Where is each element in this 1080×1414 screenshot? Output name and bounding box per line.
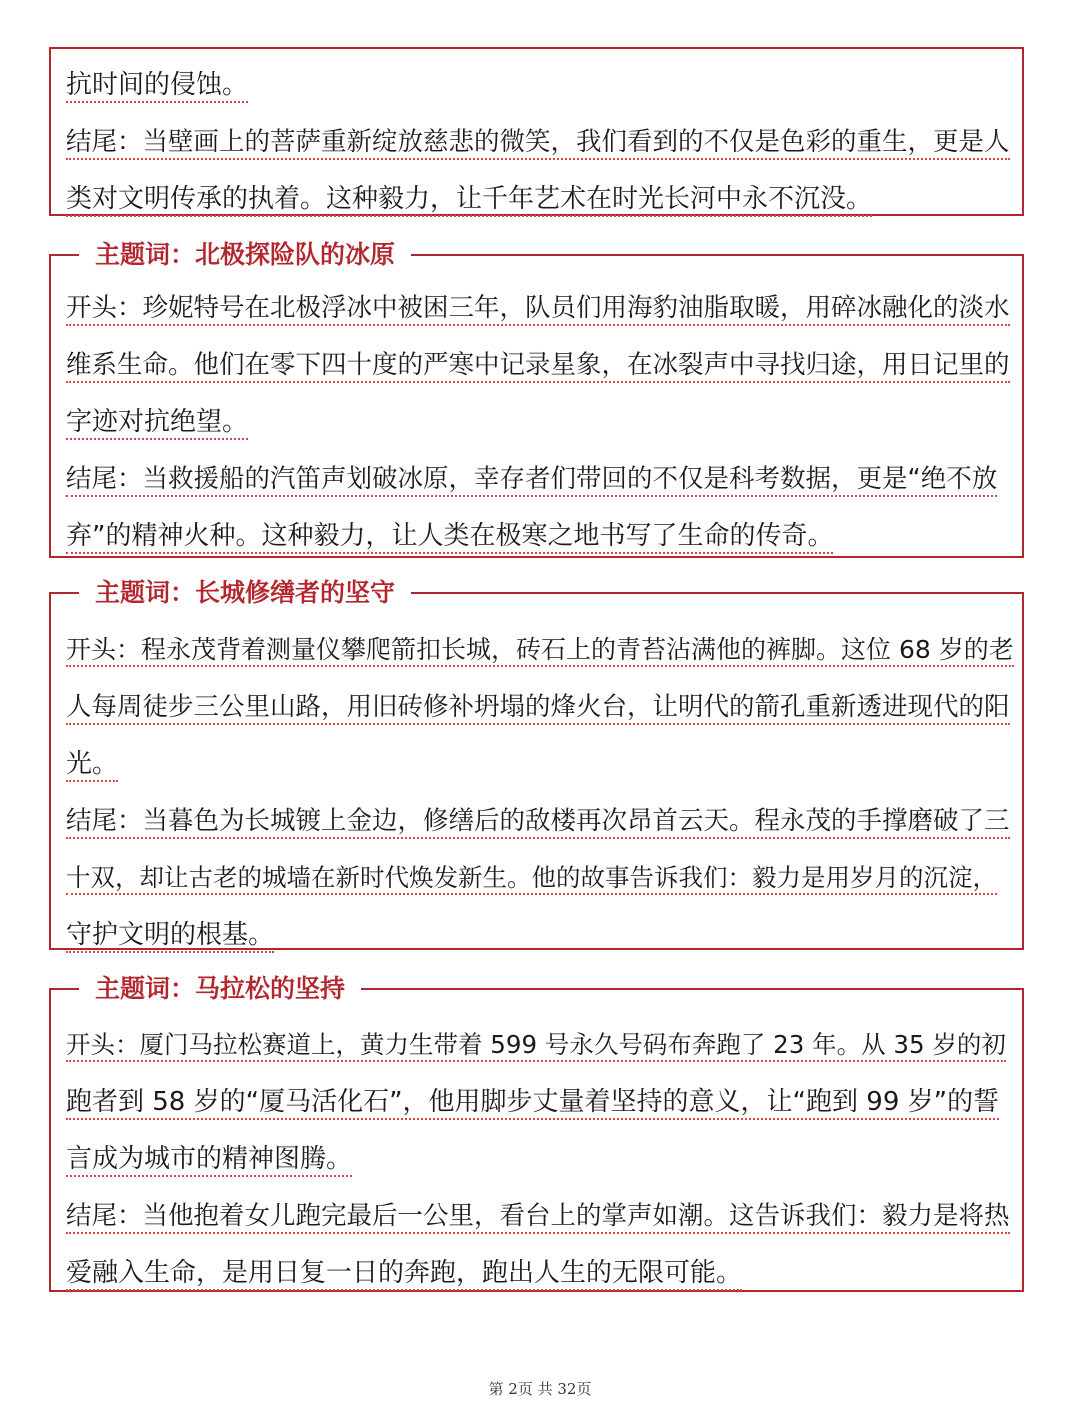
section-2-line-5: 守护文明的根基。 (66, 915, 1016, 955)
section-0-line-1: 结尾：当壁画上的菩萨重新绽放慈悲的微笑，我们看到的不仅是色彩的重生，更是人 (66, 122, 1016, 162)
section-3-line-3: 结尾：当他抱着女儿跑完最后一公里，看台上的掌声如潮。这告诉我们：毅力是将热 (66, 1196, 1016, 1236)
section-3-line-1: 跑者到 58 岁的“厦马活化石”，他用脚步丈量着坚持的意义，让“跑到 99 岁”的誓 (66, 1082, 1016, 1122)
section-2-lines (66, 630, 1016, 972)
section-box-1 (49, 240, 1024, 558)
section-3-line-0: 开头：厦门马拉松赛道上，黄力生带着 599 号永久号码布奔跑了 23 年。从 35 岁的初 (66, 1025, 1016, 1065)
section-1-line-0: 开头：珍妮特号在北极浮冰中被困三年，队员们用海豹油脂取暖，用碎冰融化的淡水 (66, 288, 1016, 328)
section-box-0 (49, 47, 1024, 216)
section-3-line-4: 爱融入生命，是用日复一日的奔跑，跑出人生的无限可能。 (66, 1253, 1016, 1293)
section-2-title: 主题词：长城修缮者的坚守 (79, 576, 411, 610)
section-1-title: 主题词：北极探险队的冰原 (79, 238, 411, 272)
section-3-line-2: 言成为城市的精神图腾。 (66, 1139, 1016, 1179)
section-2-line-4: 十双，却让古老的城墙在新时代焕发新生。他的故事告诉我们：毅力是用岁月的沉淀， (66, 858, 1016, 898)
section-3-title: 主题词：马拉松的坚持 (79, 972, 361, 1006)
page-number-footer: 第 2页 共 32页 (488, 1380, 592, 1398)
section-2-line-2: 光。 (66, 744, 1016, 784)
section-1-line-2: 字迹对抗绝望。 (66, 402, 1016, 442)
section-3-lines (66, 1025, 1016, 1310)
section-1-line-4: 弃”的精神火种。这种毅力，让人类在极寒之地书写了生命的传奇。 (66, 516, 1016, 556)
section-2-line-1: 人每周徒步三公里山路，用旧砖修补坍塌的烽火台，让明代的箭孔重新透进现代的阳 (66, 687, 1016, 727)
section-1-line-1: 维系生命。他们在零下四十度的严寒中记录星象，在冰裂声中寻找归途，用日记里的 (66, 345, 1016, 385)
section-0-line-2: 类对文明传承的执着。这种毅力，让千年艺术在时光长河中永不沉没。 (66, 179, 1016, 219)
section-2-line-0: 开头：程永茂背着测量仪攀爬箭扣长城，砖石上的青苔沾满他的裤脚。这位 68 岁的老 (66, 630, 1016, 670)
section-1-lines (66, 288, 1016, 573)
section-box-3 (49, 974, 1024, 1292)
section-box-2 (49, 578, 1024, 950)
section-2-line-3: 结尾：当暮色为长城镀上金边，修缮后的敌楼再次昂首云天。程永茂的手撑磨破了三 (66, 801, 1016, 841)
section-0-lines (66, 65, 1016, 236)
section-1-line-3: 结尾：当救援船的汽笛声划破冰原，幸存者们带回的不仅是科考数据，更是“绝不放 (66, 459, 1016, 499)
section-0-line-0: 抗时间的侵蚀。 (66, 65, 1016, 105)
